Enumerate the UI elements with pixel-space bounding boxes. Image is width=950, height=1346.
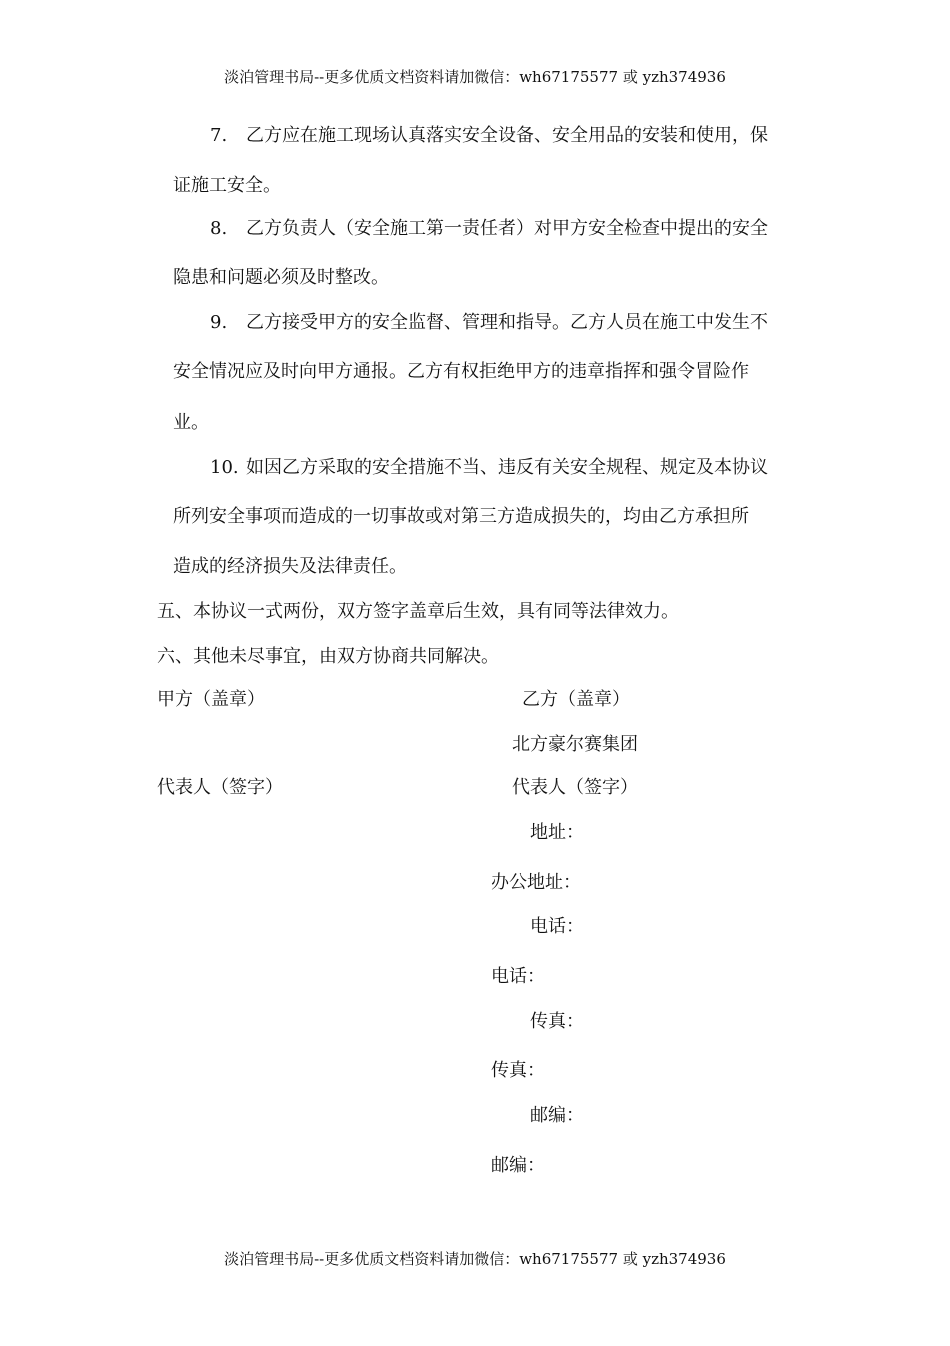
- party-b-fax-1: 传真：: [530, 1011, 584, 1032]
- clause-9-line-1: 9. 乙方接受甲方的安全监督、管理和指导。乙方人员在施工中发生不: [210, 312, 768, 333]
- clause-10-number: 10.: [210, 457, 239, 478]
- clause-8-line-1: 8. 乙方负责人（安全施工第一责任者）对甲方安全检查中提出的安全: [210, 218, 768, 239]
- clause-10-line-2: 所列安全事项而造成的一切事故或对第三方造成损失的，均由乙方承担所: [173, 506, 749, 527]
- party-b-company: 北方豪尔赛集团: [512, 734, 638, 755]
- party-b-representative: 代表人（签字）: [512, 777, 638, 798]
- section-five: 五、本协议一式两份，双方签字盖章后生效，具有同等法律效力。: [157, 601, 679, 622]
- page-footer: 淡泊管理书局--更多优质文档资料请加微信：wh67175577 或 yzh374936: [224, 1250, 726, 1268]
- clause-10-line-3: 造成的经济损失及法律责任。: [173, 556, 407, 577]
- party-b-postcode-2: 邮编：: [491, 1155, 545, 1176]
- party-a-representative: 代表人（签字）: [157, 777, 283, 798]
- section-six: 六、其他未尽事宜，由双方协商共同解决。: [157, 646, 499, 667]
- clause-7-number: 7.: [210, 125, 228, 146]
- party-b-phone-1: 电话：: [530, 916, 584, 937]
- clause-7-line-1: 7. 乙方应在施工现场认真落实安全设备、安全用品的安装和使用，保: [210, 125, 768, 146]
- clause-8-number: 8.: [210, 218, 228, 239]
- clause-9-number: 9.: [210, 312, 228, 333]
- clause-7-line-2: 证施工安全。: [173, 175, 281, 196]
- party-b-phone-2: 电话：: [491, 966, 545, 987]
- party-a-seal: 甲方（盖章）: [157, 689, 265, 710]
- page-header: 淡泊管理书局--更多优质文档资料请加微信：wh67175577 或 yzh374936: [224, 68, 726, 86]
- party-b-postcode-1: 邮编：: [530, 1105, 584, 1126]
- party-b-fax-2: 传真：: [491, 1060, 545, 1081]
- party-b-address: 地址：: [530, 822, 584, 843]
- party-b-seal: 乙方（盖章）: [522, 689, 630, 710]
- clause-9-line-2: 安全情况应及时向甲方通报。乙方有权拒绝甲方的违章指挥和强令冒险作: [173, 361, 749, 382]
- clause-9-line-3: 业。: [173, 412, 209, 433]
- clause-10-line-1: 10. 如因乙方采取的安全措施不当、违反有关安全规程、规定及本协议: [210, 457, 768, 478]
- party-b-office-address: 办公地址：: [491, 872, 581, 893]
- clause-8-line-2: 隐患和问题必须及时整改。: [173, 267, 389, 288]
